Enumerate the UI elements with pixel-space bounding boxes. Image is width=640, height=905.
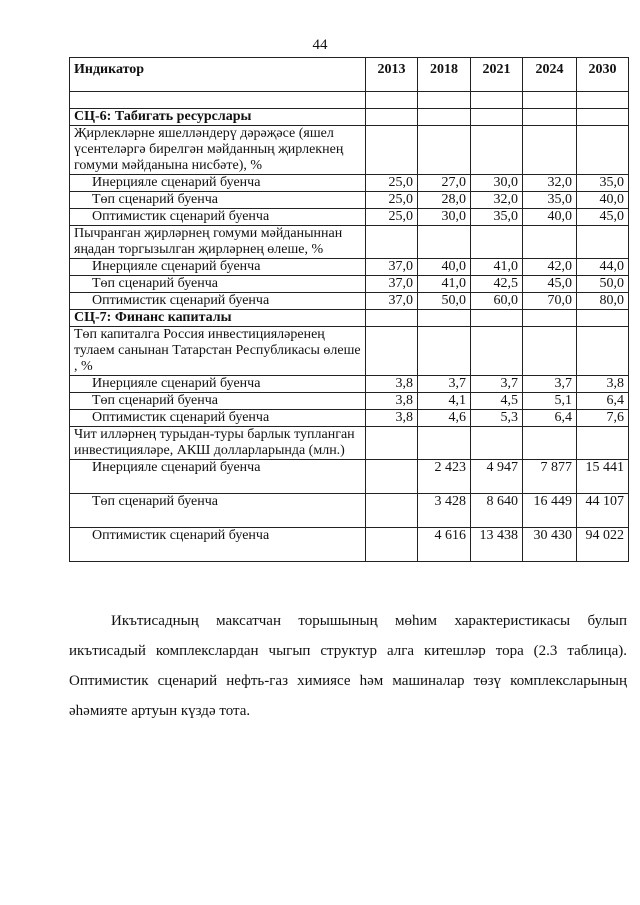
scenario-label: Оптимистик сценарий буенча [70, 528, 366, 562]
value-cell: 44,0 [577, 259, 629, 276]
value-cell: 50,0 [418, 293, 471, 310]
value-cell: 3,7 [471, 376, 523, 393]
table-row [70, 393, 629, 410]
value-cell: 27,0 [418, 175, 471, 192]
scenario-label: Оптимистик сценарий буенча [70, 410, 366, 427]
page-number: 44 [312, 37, 328, 53]
empty-cell [366, 327, 418, 376]
value-cell: 4,6 [418, 410, 471, 427]
scenario-label: Төп сценарий буенча [70, 276, 366, 293]
indicator-title: Төп капиталга Россия инвестицияләренең тулаем санынан Татарстан Республикасы өлеше , % [70, 327, 366, 376]
value-cell: 7 877 [523, 460, 577, 494]
value-cell: 40,0 [523, 209, 577, 226]
header-year: 2013 [366, 58, 418, 92]
value-cell: 41,0 [471, 259, 523, 276]
indicator-title: Пычранган җирләрнең гомуми мәйданыннан яңадан торгызылган җирләрнең өлеше, % [70, 226, 366, 259]
indicators-table [69, 57, 629, 562]
value-cell: 4,5 [471, 393, 523, 410]
empty-cell [523, 427, 577, 460]
empty-cell [577, 327, 629, 376]
value-cell: 45,0 [523, 276, 577, 293]
value-cell: 25,0 [366, 192, 418, 209]
scenario-label: Оптимистик сценарий буенча [70, 209, 366, 226]
empty-cell [471, 226, 523, 259]
scenario-label: Төп сценарий буенча [70, 192, 366, 209]
empty-cell [471, 126, 523, 175]
value-cell: 5,3 [471, 410, 523, 427]
value-cell: 42,0 [523, 259, 577, 276]
value-cell: 13 438 [471, 528, 523, 562]
body-paragraph [69, 606, 627, 726]
empty-cell [418, 109, 471, 126]
value-cell: 3,8 [366, 393, 418, 410]
value-cell: 35,0 [471, 209, 523, 226]
value-cell: 30,0 [471, 175, 523, 192]
empty-cell [523, 327, 577, 376]
table-header-row [70, 58, 629, 92]
empty-cell [418, 427, 471, 460]
scenario-label: Төп сценарий буенча [70, 494, 366, 528]
value-cell [366, 528, 418, 562]
empty-cell [577, 92, 629, 109]
empty-cell [471, 310, 523, 327]
empty-cell [366, 92, 418, 109]
indicator-group-row [70, 327, 629, 376]
value-cell: 16 449 [523, 494, 577, 528]
indicator-group-row [70, 226, 629, 259]
section-row [70, 109, 629, 126]
section-row [70, 310, 629, 327]
value-cell: 4,1 [418, 393, 471, 410]
empty-cell [523, 226, 577, 259]
value-cell [366, 460, 418, 494]
header-year: 2024 [523, 58, 577, 92]
table-row [70, 276, 629, 293]
value-cell: 3 428 [418, 494, 471, 528]
value-cell: 37,0 [366, 259, 418, 276]
empty-cell [577, 109, 629, 126]
scenario-label: Төп сценарий буенча [70, 393, 366, 410]
scenario-label: Инерцияле сценарий буенча [70, 460, 366, 494]
value-cell: 94 022 [577, 528, 629, 562]
empty-cell [366, 310, 418, 327]
empty-cell [471, 327, 523, 376]
value-cell: 41,0 [418, 276, 471, 293]
table-row [70, 209, 629, 226]
value-cell: 25,0 [366, 209, 418, 226]
value-cell: 3,8 [577, 376, 629, 393]
empty-cell [577, 226, 629, 259]
value-cell: 37,0 [366, 276, 418, 293]
table-row [70, 410, 629, 427]
value-cell: 3,7 [523, 376, 577, 393]
value-cell: 6,4 [523, 410, 577, 427]
scenario-label: Инерцияле сценарий буенча [70, 376, 366, 393]
value-cell: 2 423 [418, 460, 471, 494]
empty-cell [577, 126, 629, 175]
value-cell: 50,0 [577, 276, 629, 293]
value-cell: 7,6 [577, 410, 629, 427]
value-cell: 42,5 [471, 276, 523, 293]
table-row [70, 460, 629, 494]
value-cell: 15 441 [577, 460, 629, 494]
section-title: СЦ-6: Табигать ресурслары [70, 109, 366, 126]
value-cell [366, 494, 418, 528]
empty-cell [366, 226, 418, 259]
table-row [70, 175, 629, 192]
table-row [70, 293, 629, 310]
empty-cell [418, 310, 471, 327]
value-cell: 30 430 [523, 528, 577, 562]
scenario-label: Инерцияле сценарий буенча [70, 175, 366, 192]
body-paragraph-text: Икътисадның максатчан торышының мөһим характеристикасы булып икътисадый комплекслардан чыгып структур алга китешләр тора (2.3 таблица). Оптимистик сценарий нефть-газ химиясе һәм машиналар төзү комплексларының әһәмияте артуын күздә тота. [69, 613, 627, 719]
empty-cell [366, 126, 418, 175]
value-cell: 32,0 [523, 175, 577, 192]
value-cell: 3,8 [366, 376, 418, 393]
empty-cell [577, 310, 629, 327]
table-body [70, 92, 629, 562]
value-cell: 60,0 [471, 293, 523, 310]
value-cell: 40,0 [577, 192, 629, 209]
empty-cell [418, 327, 471, 376]
value-cell: 32,0 [471, 192, 523, 209]
empty-cell [418, 92, 471, 109]
value-cell: 4 616 [418, 528, 471, 562]
empty-cell [418, 226, 471, 259]
indicator-title: Чит илләрнең турыдан-туры барлык тупланган инвестицияләре, АКШ долларларында (млн.) [70, 427, 366, 460]
table-row [70, 494, 629, 528]
empty-cell [523, 92, 577, 109]
value-cell: 45,0 [577, 209, 629, 226]
value-cell: 8 640 [471, 494, 523, 528]
value-cell: 35,0 [577, 175, 629, 192]
header-indicator: Индикатор [70, 58, 366, 92]
value-cell: 35,0 [523, 192, 577, 209]
value-cell: 80,0 [577, 293, 629, 310]
empty-cell [366, 427, 418, 460]
table-row [70, 528, 629, 562]
value-cell: 4 947 [471, 460, 523, 494]
header-year: 2018 [418, 58, 471, 92]
indicator-group-row [70, 126, 629, 175]
empty-cell [523, 310, 577, 327]
table-row [70, 192, 629, 209]
value-cell: 3,8 [366, 410, 418, 427]
value-cell: 5,1 [523, 393, 577, 410]
table-row [70, 259, 629, 276]
spacer-row [70, 92, 629, 109]
indicator-title: Җирлекләрне яшелләндерү дәрәҗәсе (яшел үсентеләргә бирелгән мәйданның җирлекнең гомуми мәйданына нисбәте), % [70, 126, 366, 175]
empty-cell [577, 427, 629, 460]
value-cell: 28,0 [418, 192, 471, 209]
table-row [70, 376, 629, 393]
scenario-label: Инерцияле сценарий буенча [70, 259, 366, 276]
value-cell: 25,0 [366, 175, 418, 192]
indicator-group-row [70, 427, 629, 460]
value-cell: 37,0 [366, 293, 418, 310]
section-title: СЦ-7: Финанс капиталы [70, 310, 366, 327]
empty-cell [471, 427, 523, 460]
value-cell: 40,0 [418, 259, 471, 276]
value-cell: 70,0 [523, 293, 577, 310]
header-year: 2021 [471, 58, 523, 92]
empty-cell [418, 126, 471, 175]
value-cell: 6,4 [577, 393, 629, 410]
scenario-label: Оптимистик сценарий буенча [70, 293, 366, 310]
value-cell: 3,7 [418, 376, 471, 393]
header-year: 2030 [577, 58, 629, 92]
empty-cell [523, 109, 577, 126]
empty-cell [523, 126, 577, 175]
empty-cell [70, 92, 366, 109]
value-cell: 30,0 [418, 209, 471, 226]
empty-cell [471, 92, 523, 109]
value-cell: 44 107 [577, 494, 629, 528]
empty-cell [471, 109, 523, 126]
empty-cell [366, 109, 418, 126]
